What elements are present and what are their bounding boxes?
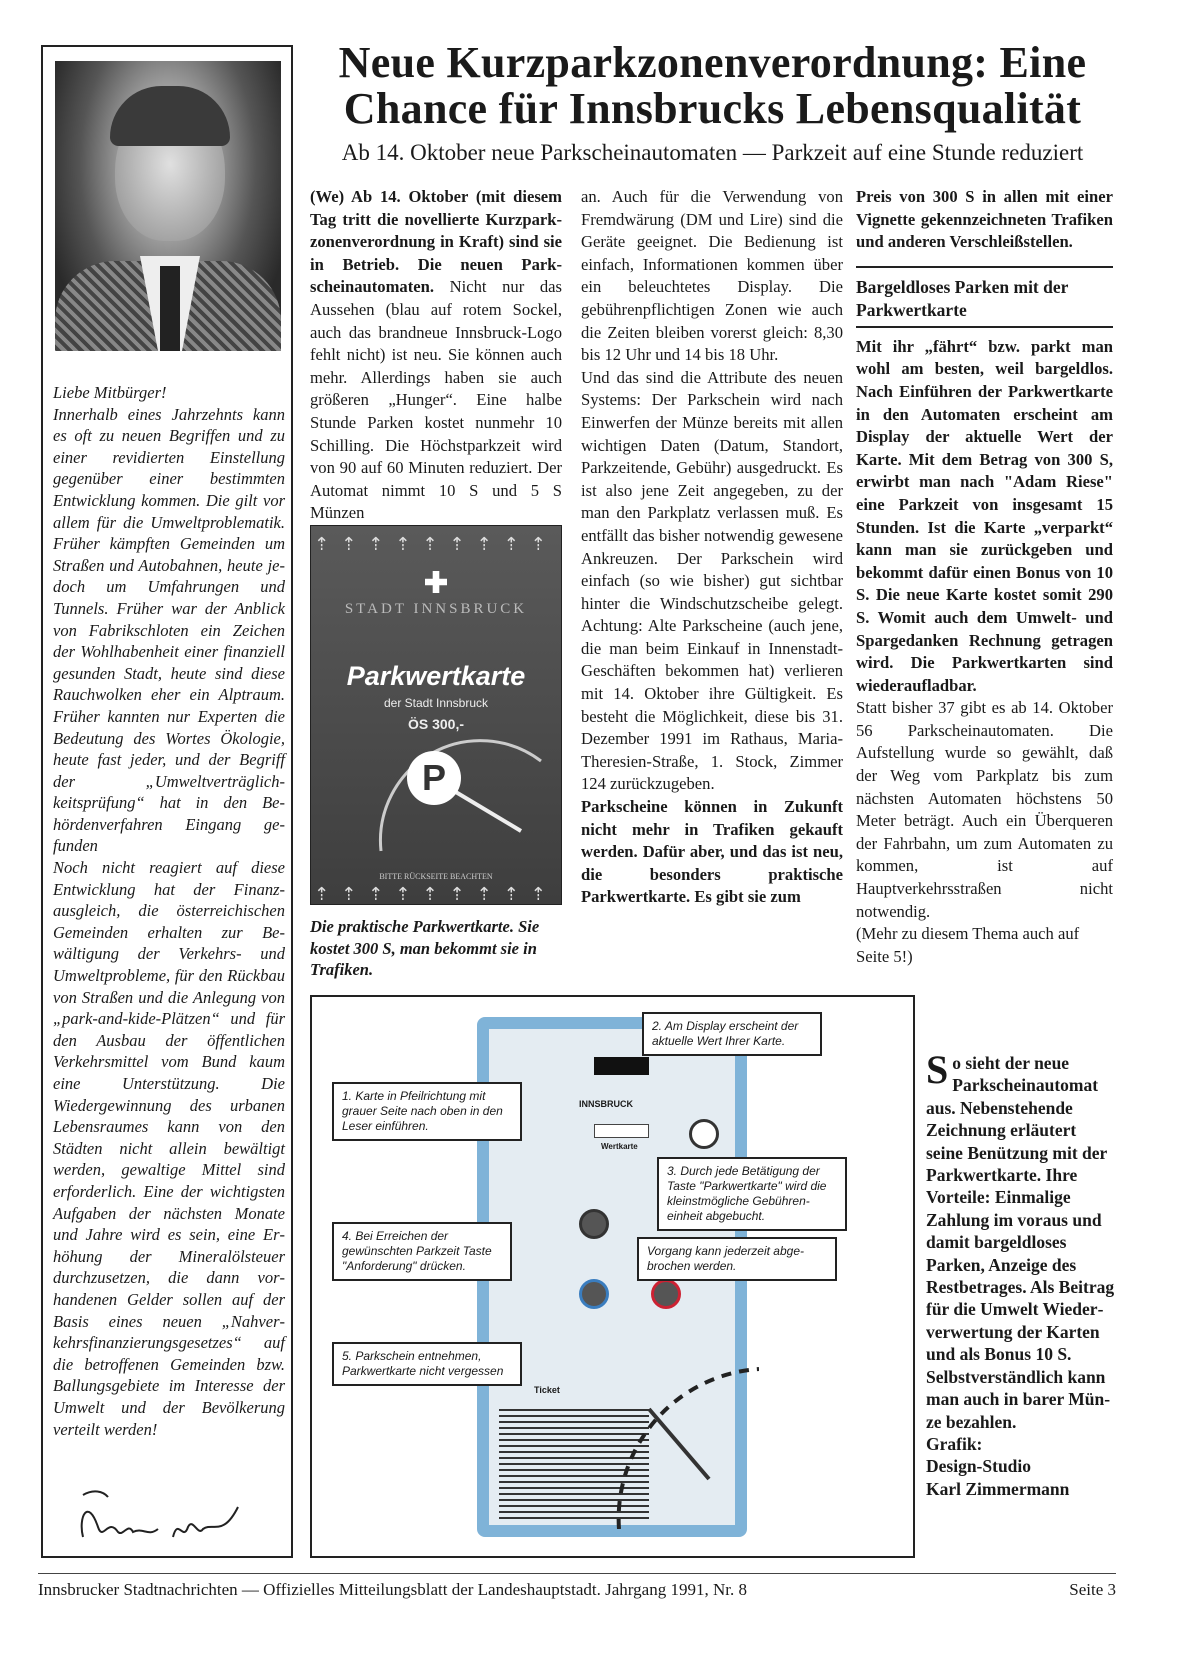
callout-step-3: 3. Durch jede Betätigung der Taste "Parkwertkarte" wird die kleinstmögliche Gebühreneinheit abgebucht. (657, 1157, 847, 1231)
ticket-label: Ticket (534, 1385, 560, 1395)
editorial-box (41, 45, 293, 1558)
credit-name: Karl Zimmermann (926, 1478, 1070, 1499)
arrow-row-icon: ⇡⇡⇡⇡⇡⇡⇡⇡⇡ (314, 534, 558, 554)
bold-paragraph: Mit ihr „fährt“ bzw. parkt man wohl am besten, weil bargeldlos. Nach Einführen der Parkwertkarte in den Automaten erscheint am Display der aktuelle Wert der Karte. Mit dem Betrag von 300 S, erwirbt man nach "Adam Riese" eine Parkzeit von insgesamt 15 Stunden. Ist die Karte „verparkt“ kann man sie zurückgeben und bekommt dafür einen Bonus von 10 S. Die neue Karte kostet somit 290 S. Womit auch dem Umwelt- und Spargedanken Rechnung getragen wird. Die Parkwertkarten sind wiederaufladbar. (856, 336, 1113, 695)
credit-label: Grafik: (926, 1433, 983, 1454)
body-text: Nicht nur das Aussehen (blau auf rotem Sockel, auch das brandneue Innsbruck-Logo fehlt nicht) ist neu. Sie können auch mehr. Allerdings haben sie auch größeren „Hunger“. Eine halbe Stunde Parken kostet nunmehr 10 Schilling. Die Höchstparkzeit wird von 90 auf 60 Minuten reduziert. Der Automat nimmt 10 S und 5 S Münzen (310, 277, 562, 523)
article-column-3 (856, 186, 1113, 968)
subheadline: Ab 14. Oktober neue Parkscheinautomaten — Parkzeit auf eine Stunde reduziert (341, 140, 1084, 165)
diagram-sidebar (926, 1047, 1116, 1500)
parking-meter-diagram (310, 995, 915, 1558)
letter-greeting: Liebe Mitbürger! (53, 383, 167, 402)
divider (856, 266, 1113, 268)
article-column-1 (310, 186, 562, 525)
article-column-2 (581, 186, 843, 909)
brand-label: INNSBRUCK (579, 1099, 633, 1109)
city-logo-icon (425, 571, 447, 593)
parkwertkarte-image (310, 525, 562, 905)
bold-paragraph: Preis von 300 S in allen mit einer Vignette gekennzeichneten Trafiken und anderen Verschleißstellen. (856, 187, 1113, 252)
footer-divider (38, 1573, 1116, 1574)
callout-step-4: 4. Bei Erreichen der gewünschten Parkzeit Taste "Anforderung" drücken. (332, 1222, 512, 1281)
footer (38, 1580, 1116, 1600)
letter-paragraph: Noch nicht reagiert auf diese Entwicklung hat der Finanzausgleich, die österreichischen Gemeinden erhalten zur Bewältigung der Verkehrs- und Umweltprobleme, für den Rückbau von Straßen und die Anlegung von „park-and-kide-Plätzen“ und für den Ausbau der öffentlichen Verkehrsmittel vom Bund kaum eine Unterstützung. Die Wiedergewinnung des urbanen Lebensraumes kann von den Städten nicht allein bewältigt werden, gewaltige Mittel sind erforderlich. Eine der wichtigsten Aufgaben der nächsten Monate und Jahre wird es sein, eine Erhöhung der Mineralölsteuer durchzusetzen, die dann vorhandenen Gelder sollen auf der Basis eines neuen „Nahverkehrsfinanzierungsgesetzes“ auf die betroffenen Gemeinden bzw. Ballungsgebiete im Interesse der Umwelt und der Bevölkerung verteilt werden! (53, 858, 285, 1439)
card-value: ÖS 300,- (407, 716, 465, 732)
gauge-graphic (589, 1329, 759, 1529)
credit-name: Design-Studio (926, 1456, 1032, 1477)
parking-symbol: P (407, 751, 461, 805)
divider (856, 326, 1113, 328)
page-number: Seite 3 (1069, 1580, 1116, 1599)
gauge-icon (371, 721, 551, 861)
editorial-letter (53, 382, 285, 1440)
letter-paragraph: Innerhalb eines Jahrzehnts kann es oft zu neuen Begriffen und zu einer revidierten Einstellung gegenüber einer bestimmten Entwicklung kommen. Die gilt vor allem für die Umweltproblematik. Früher kämpften Gemeinden um Straßen und Autobahnen, heute jedoch um Umfahrungen und Tunnels. Früher war der Anblick von Fabrikschloten ein Zeichen der Wohlhabenheit einer finanziell gesunden Stadt, heute sind diese Rauchwolken eher ein Alptraum. Früher kannten nur Experten die Bedeutung des Wortes Ökologie, heute fast jeder, und der Begriff der „Umweltverträglichkeitsprüfung“ hat in den Behördenverfahren Eingang gefunden (53, 404, 285, 856)
drop-cap: S (926, 1047, 949, 1092)
body-paragraph: an. Auch für die Verwendung von Fremdwärung (DM und Lire) sind die Geräte geeignet. Die Bedienung ist einfach, Informationen kommen über ein beleuchtetes Display. Die gebührenpflichtigen Zonen wie auch die Zeiten bleiben vorerst gleich: 8,30 bis 12 Uhr und 14 bis 18 Uhr. (581, 187, 843, 365)
signature (63, 1487, 263, 1547)
card-slot (594, 1124, 649, 1138)
lead-text: (We) Ab 14. Oktober (mit diesem Tag tritt die novellierte Kurzparkzonenverordnung in Kraft) sind sie in Betrieb. Die neuen Parkscheinautomaten. (310, 187, 562, 297)
callout-cancel: Vorgang kann jederzeit abgebrochen werden. (637, 1237, 837, 1281)
arrow-row-icon: ⇡⇡⇡⇡⇡⇡⇡⇡⇡ (314, 884, 558, 904)
card-subtitle: der Stadt Innsbruck (383, 696, 489, 710)
headline: Neue Kurzparkzonenverordnung: Eine Chance für Innsbrucks Lebensqualität (338, 38, 1087, 133)
coin-slot-icon (689, 1119, 719, 1149)
parkwertkarte-button (579, 1209, 609, 1239)
sidebar-text: o sieht der neue Parkscheinautomat aus. Nebenstehende Zeichnung erläutert seine Benützung mit der Parkwertkarte. Ihre Vorteile: Einmalige Zahlung im voraus und damit bargeldloses Parken, Anzeige des Restbetrages. Als Beitrag für die Umwelt Wiederverwertung der Karten und als Bonus 10 S. Selbstverständlich kann man auch in barer Münze bezahlen. (926, 1053, 1115, 1432)
abbruch-button (651, 1279, 681, 1309)
more-info: (Mehr zu diesem Thema auch auf Seite 5!) (856, 924, 1080, 966)
card-title: Parkwertkarte (346, 661, 526, 691)
callout-step-5: 5. Parkschein entnehmen, Parkwertkarte nicht vergessen (332, 1342, 522, 1386)
card-slot-label: Wertkarte (601, 1142, 638, 1151)
publication-info: Innsbrucker Stadtnachrichten — Offizielles Mitteilungsblatt der Landeshauptstadt. Jahrgang 1991, Nr. 8 (38, 1580, 747, 1599)
card-note: BITTE RÜCKSEITE BEACHTEN (379, 872, 493, 881)
author-photo (55, 61, 281, 351)
section-heading: Bargeldloses Parken mit der Parkwertkarte (856, 276, 1069, 320)
body-paragraph: Statt bisher 37 gibt es ab 14. Oktober 56 Parkscheinautomaten. Die Aufstellung wurde so gewählt, daß der Weg vom Parkplatz bis zum nächsten Automaten höchstens 50 Meter beträgt. Auch ein Überqueren der Fahrbahn, um zum Automaten zu kommen, ist auf Hauptverkehrsstraßen nicht notwendig. (856, 698, 1113, 921)
callout-step-2: 2. Am Display erscheint der aktuelle Wert Ihrer Karte. (642, 1012, 822, 1056)
image-caption: Die praktische Parkwertkarte. Sie kostet 300 S, man bekommt sie in Trafiken. (310, 917, 540, 979)
body-paragraph: Und das sind die Attribute des neuen Systems: Der Parkschein wird nach Einwerfen der Münze bereits mit allen wichtigen Daten (Datum, Standort, Parkzeitende, Gebühr) ausgedruckt. Es ist also jene Zeit angegeben, zu der man den Parkplatz verlassen muß. Es entfällt das bisher notwendig gewesene Ankreuzen. Der Parkschein wird einfach (so wie bisher) gut sichtbar hinter die Windschutzscheibe gelegt. Achtung: Alte Parkscheine (auch jene, die man beim Einkauf in Innenstadt-Geschäften bekommen hat) verlieren mit 14. Oktober ihre Gültigkeit. Es besteht die Möglichkeit, diese bis 31. Dezember 1991 im Rathaus, Maria-Theresien-Straße, 1. Stock, Zimmer 124 zurückzugeben. (581, 367, 843, 794)
anforderung-button (579, 1279, 609, 1309)
display (594, 1057, 649, 1075)
bold-paragraph: Parkscheine können in Zukunft nicht mehr in Trafiken gekauft werden. Dafür aber, und das ist neu, die besonders praktische Parkwertkarte. Es gibt sie zum (581, 797, 843, 907)
callout-step-1: 1. Karte in Pfeilrichtung mit grauer Seite nach oben in den Leser einführen. (332, 1082, 522, 1141)
card-city: STADT INNSBRUCK (344, 601, 528, 617)
